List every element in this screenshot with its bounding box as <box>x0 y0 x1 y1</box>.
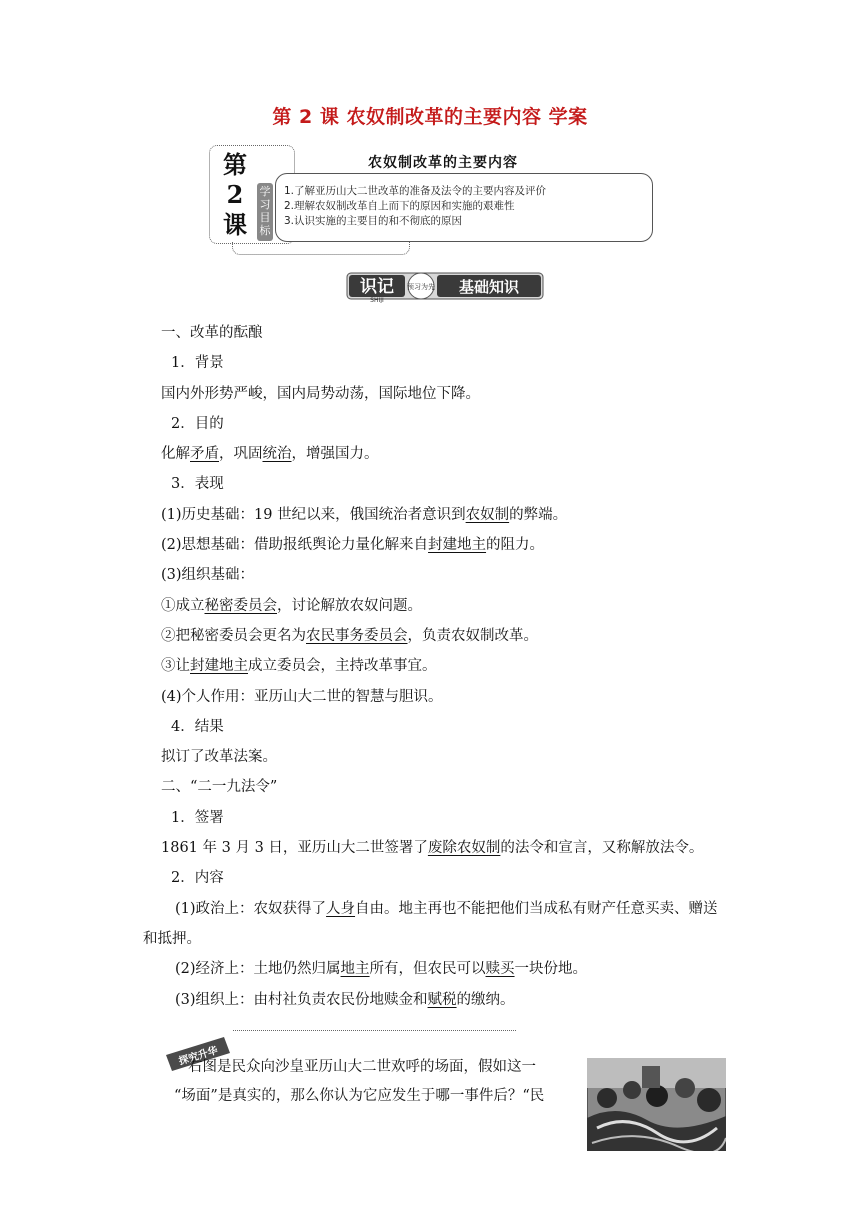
goals-title: 农奴制改革的主要内容 <box>368 155 518 171</box>
explore-line: 右图是民众向沙皇亚历山大二世欢呼的场面，假如这一 <box>188 1059 536 1075</box>
banner-sub: SHIJI <box>370 297 384 303</box>
paragraph: ③让封建地主成立委员会，主持改革事宜。 <box>161 658 437 675</box>
page-title: 第 2 课 农奴制改革的主要内容 学案 <box>272 106 588 128</box>
crowd-photo <box>587 1058 726 1151</box>
answer-blank: 秘密委员会 <box>204 597 277 614</box>
section-banner <box>345 269 545 303</box>
answer-blank: 废除农奴制 <box>427 840 501 857</box>
subheading: 3．表现 <box>171 476 224 493</box>
answer-blank: 人身 <box>326 900 356 917</box>
banner-middle: 预习为先 <box>407 283 435 291</box>
lesson-number <box>218 150 252 240</box>
paragraph: (1)历史基础：19 世纪以来，俄国统治者意识到农奴制的弊端。 <box>161 506 568 523</box>
paragraph: (3)组织基础： <box>161 567 255 584</box>
paragraph: (2)经济上：土地仍然归属地主所有，但农民可以赎买一块份地。 <box>175 961 588 978</box>
lesson-char-2: 2 <box>226 180 244 209</box>
paragraph: 拟订了改革法案。 <box>161 749 277 766</box>
answer-blank: 地主 <box>340 961 370 978</box>
banner-right: 基础知识 <box>458 278 520 296</box>
goals-list <box>284 184 546 229</box>
goals-tag: 学习目标 <box>257 183 273 241</box>
answer-blank: 赎买 <box>485 961 515 978</box>
subheading: 2．内容 <box>171 870 224 887</box>
answer-blank: 封建地主 <box>428 537 487 554</box>
paragraph: ②把秘密委员会更名为农民事务委员会，负责农奴制改革。 <box>161 627 538 644</box>
paragraph: 国内外形势严峻，国内局势动荡，国际地位下降。 <box>161 385 480 402</box>
lesson-frame-tail <box>232 242 410 255</box>
paragraph: 和抵押。 <box>143 930 201 947</box>
banner-left: 识记 <box>360 277 394 297</box>
answer-blank: 统治 <box>262 446 292 463</box>
paragraph: (2)思想基础：借助报纸舆论力量化解来自封建地主的阻力。 <box>161 537 545 554</box>
paragraph: (3)组织上：由村社负责农民份地赎金和赋税的缴纳。 <box>175 991 515 1008</box>
answer-blank: 农奴制 <box>465 506 510 523</box>
answer-blank: 封建地主 <box>190 658 248 675</box>
subheading: 2．目的 <box>171 415 224 432</box>
section-heading: 二、“二一九法令” <box>161 779 278 796</box>
section-heading: 一、改革的酝酿 <box>161 325 263 341</box>
goal-item: 3.认识实施的主要目的和不彻底的原因 <box>284 215 463 227</box>
subheading: 1．签署 <box>171 809 224 826</box>
answer-blank: 赋税 <box>427 991 457 1008</box>
goal-item: 2.理解农奴制改革自上而下的原因和实施的艰难性 <box>284 200 515 212</box>
subheading: 4．结果 <box>171 718 224 735</box>
answer-blank: 矛盾 <box>190 446 219 463</box>
paragraph: (1)政治上：农奴获得了人身自由。地主再也不能把他们当成私有财产任意买卖、赠送 <box>175 900 718 917</box>
lesson-char-3: 课 <box>223 210 247 239</box>
paragraph: (4)个人作用：亚历山大二世的智慧与胆识。 <box>161 688 443 705</box>
dotted-divider <box>233 1030 516 1031</box>
goal-item: 1.了解亚历山大二世改革的准备及法令的主要内容及评价 <box>284 185 547 197</box>
paragraph: 1861 年 3 月 3 日，亚历山大二世签署了废除农奴制的法令和宣言，又称解放法令。 <box>161 840 704 857</box>
lesson-char-1: 第 <box>223 150 247 179</box>
main-content <box>143 318 736 1015</box>
explore-tag-label: 探究升华 <box>177 1045 220 1068</box>
subheading: 1．背景 <box>171 355 224 372</box>
explore-line: “场面”是真实的，那么你认为它应发生于哪一事件后？“民 <box>174 1088 545 1104</box>
answer-blank: 农民事务委员会 <box>306 627 408 644</box>
paragraph: 化解矛盾，巩固统治，增强国力。 <box>161 446 379 463</box>
paragraph: ①成立秘密委员会，讨论解放农奴问题。 <box>161 597 422 614</box>
